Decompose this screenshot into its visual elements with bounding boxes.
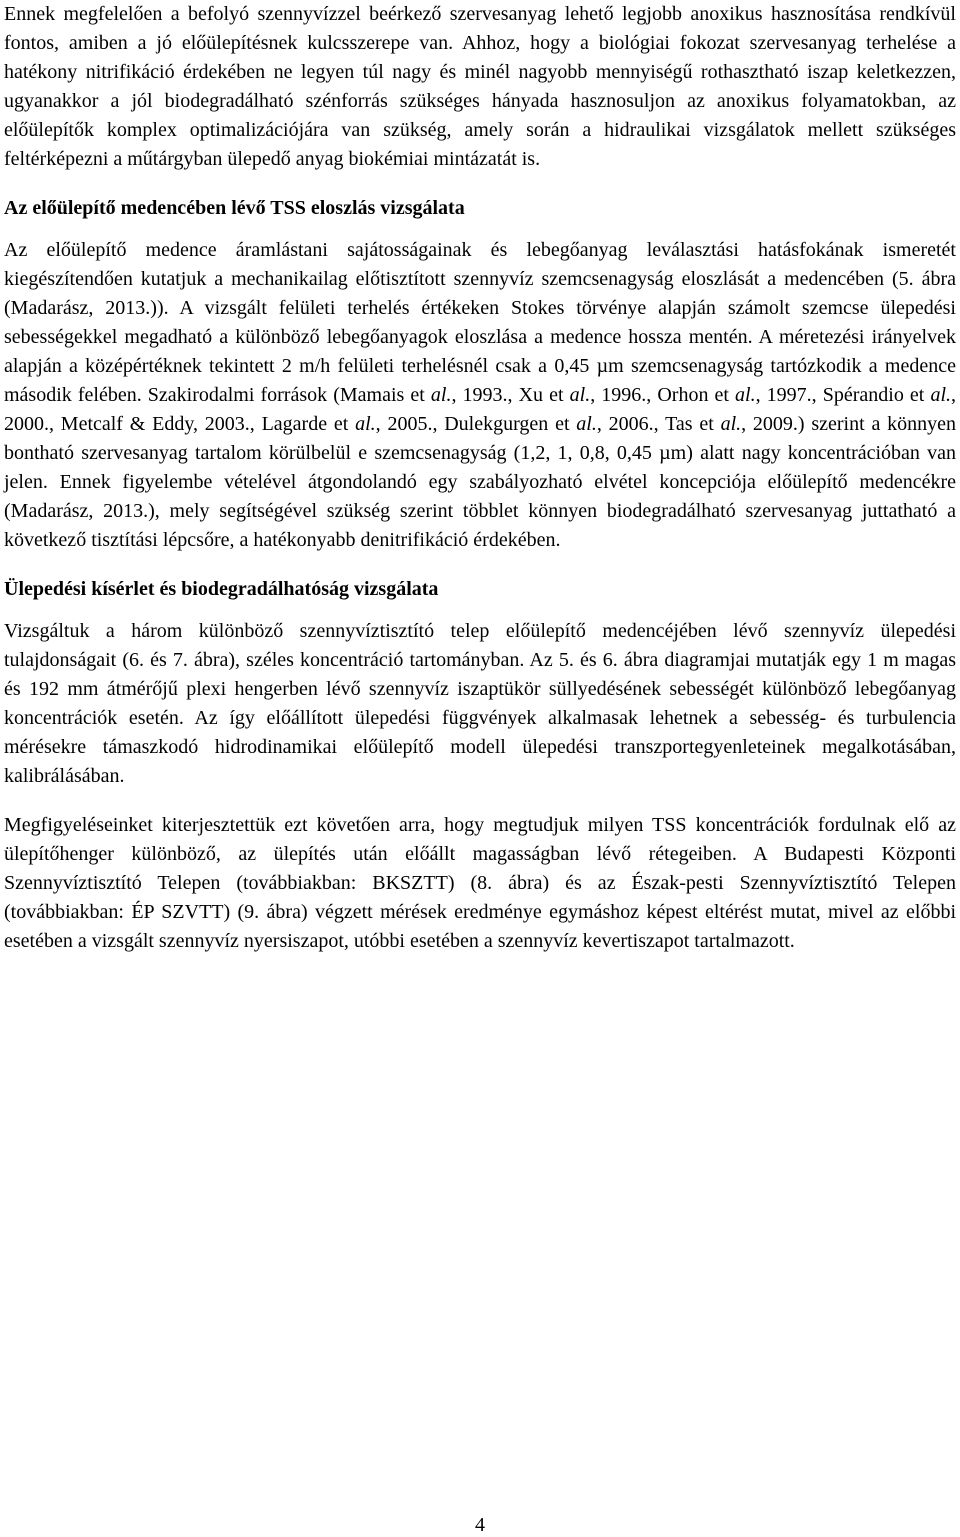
citation-al: al.	[355, 413, 376, 435]
tss-distribution-paragraph	[4, 236, 956, 555]
paragraph-text-segment: Az előülepítő medence áramlástani sajátosságainak és lebegőanyag leválasztási hatásfokának ismeretét kiegészítendően kutatjuk a mechanikailag előtisztított szennyvíz szemcsenagyság eloszlását a medencében (5. ábra (Madarász, 2013.)). A vizsgált felületi terhelés értékeken Stokes törvénye alapján számolt szemcse ülepedési sebességekkel megadható a különböző lebegőanyagok eloszlása a medence hossza mentén. A méretezési irányelvek alapján a középértéknek tekintett 2 m/h felületi terhelésnél csak a 0,45 µm szemcsenagyság tartózkodik a medence második felében. Szakirodalmi források (Mamais et	[4, 239, 956, 406]
tss-observation-paragraph: Megfigyeléseinket kiterjesztettük ezt követően arra, hogy megtudjuk milyen TSS koncentrációk fordulnak elő az ülepítőhenger különböző, az ülepítés után előállt magasságban lévő rétegeiben. A Budapesti Központi Szennyvíztisztító Telepen (továbbiakban: BKSZTT) (8. ábra) és az Észak-pesti Szennyvíztisztító Telepen (továbbiakban: ÉP SZVTT) (9. ábra) végzett mérések eredménye egymáshoz képest eltérést mutat, mivel az előbbi esetében a vizsgált szennyvíz nyersiszapot, utóbbi esetében a szennyvíz kevertiszapot tartalmazott.	[4, 814, 956, 952]
paragraph-text-segment: , 2009.) szerint a könnyen bontható szervesanyag tartalom körülbelül e szemcsenagyság (1,2, 1, 0,8, 0,45 µm) alatt nagy koncentrációban van jelen. Ennek figyelembe vételével átgondolandó egy szabályozható elvétel koncepciója előülepítő medencékre (Madarász, 2013.), mely segítségével szükség szerint többlet könnyen biodegradálható szervesanyag juttatható a következő tisztítási lépcsőre, a hatékonyabb denitrifikáció érdekében.	[4, 413, 956, 551]
citation-al: al.	[735, 384, 756, 406]
paragraph-text-segment: , 2005., Dulekgurgen et	[375, 413, 577, 435]
document-page	[4, 0, 956, 956]
citation-al: al.	[930, 384, 951, 406]
citation-al: al.	[720, 413, 742, 435]
paragraph-text-segment: , 1997., Spérandio et	[755, 384, 931, 406]
paragraph-text-segment: , 2006., Tas et	[596, 413, 721, 435]
section-heading-tss-distribution: Az előülepítő medencében lévő TSS eloszlás vizsgálata	[4, 197, 465, 219]
intro-paragraph: Ennek megfelelően a befolyó szennyvízzel beérkező szervesanyag lehető legjobb anoxikus hasznosítása rendkívül fontos, amiben a jó előülepítésnek kulcsszerepe van. Ahhoz, hogy a biológiai fokozat szervesanyag terhelése a hatékony nitrifikáció érdekében ne legyen túl nagy és minél nagyobb mennyiségű rothasztható iszap keletkezzen, ugyanakkor a jól biodegradálható szénforrás szükséges hányada hasznosuljon az anoxikus folyamatokban, az előülepítők komplex optimalizációjára van szükség, amely során a hidraulikai vizsgálatok mellett szükséges feltérképezni a műtárgyban ülepedő anyag biokémiai mintázatát is.	[4, 3, 956, 170]
citation-al: al.	[576, 413, 597, 435]
page-number: 4	[475, 1514, 485, 1536]
paragraph-text-segment: , 1996., Orhon et	[590, 384, 736, 406]
citation-al: al.	[569, 384, 591, 406]
settling-experiment-paragraph: Vizsgáltuk a három különböző szennyvíztisztító telep előülepítő medencéjében lévő szennyvíz ülepedési tulajdonságait (6. és 7. ábra), széles koncentráció tartományban. Az 5. és 6. ábra diagramjai mutatják egy 1 m magas és 192 mm átmérőjű plexi hengerben lévő szennyvíz iszaptükör süllyedésének sebességét különböző lebegőanyag koncentrációk esetén. Az így előállított ülepedési függvények alkalmasak lehetnek a sebesség- és turbulencia mérésekre támaszkodó hidrodinamikai előülepítő modell ülepedési transzportegyenleteinek megalkotásában, kalibrálásában.	[4, 620, 956, 787]
paragraph-text-segment: , 2000., Metcalf & Eddy, 2003., Lagarde et	[4, 384, 956, 435]
paragraph-text-segment: , 1993., Xu et	[451, 384, 570, 406]
section-heading-settling-experiment: Ülepedési kísérlet és biodegradálhatóság vizsgálata	[4, 578, 439, 600]
citation-al: al.	[430, 384, 452, 406]
